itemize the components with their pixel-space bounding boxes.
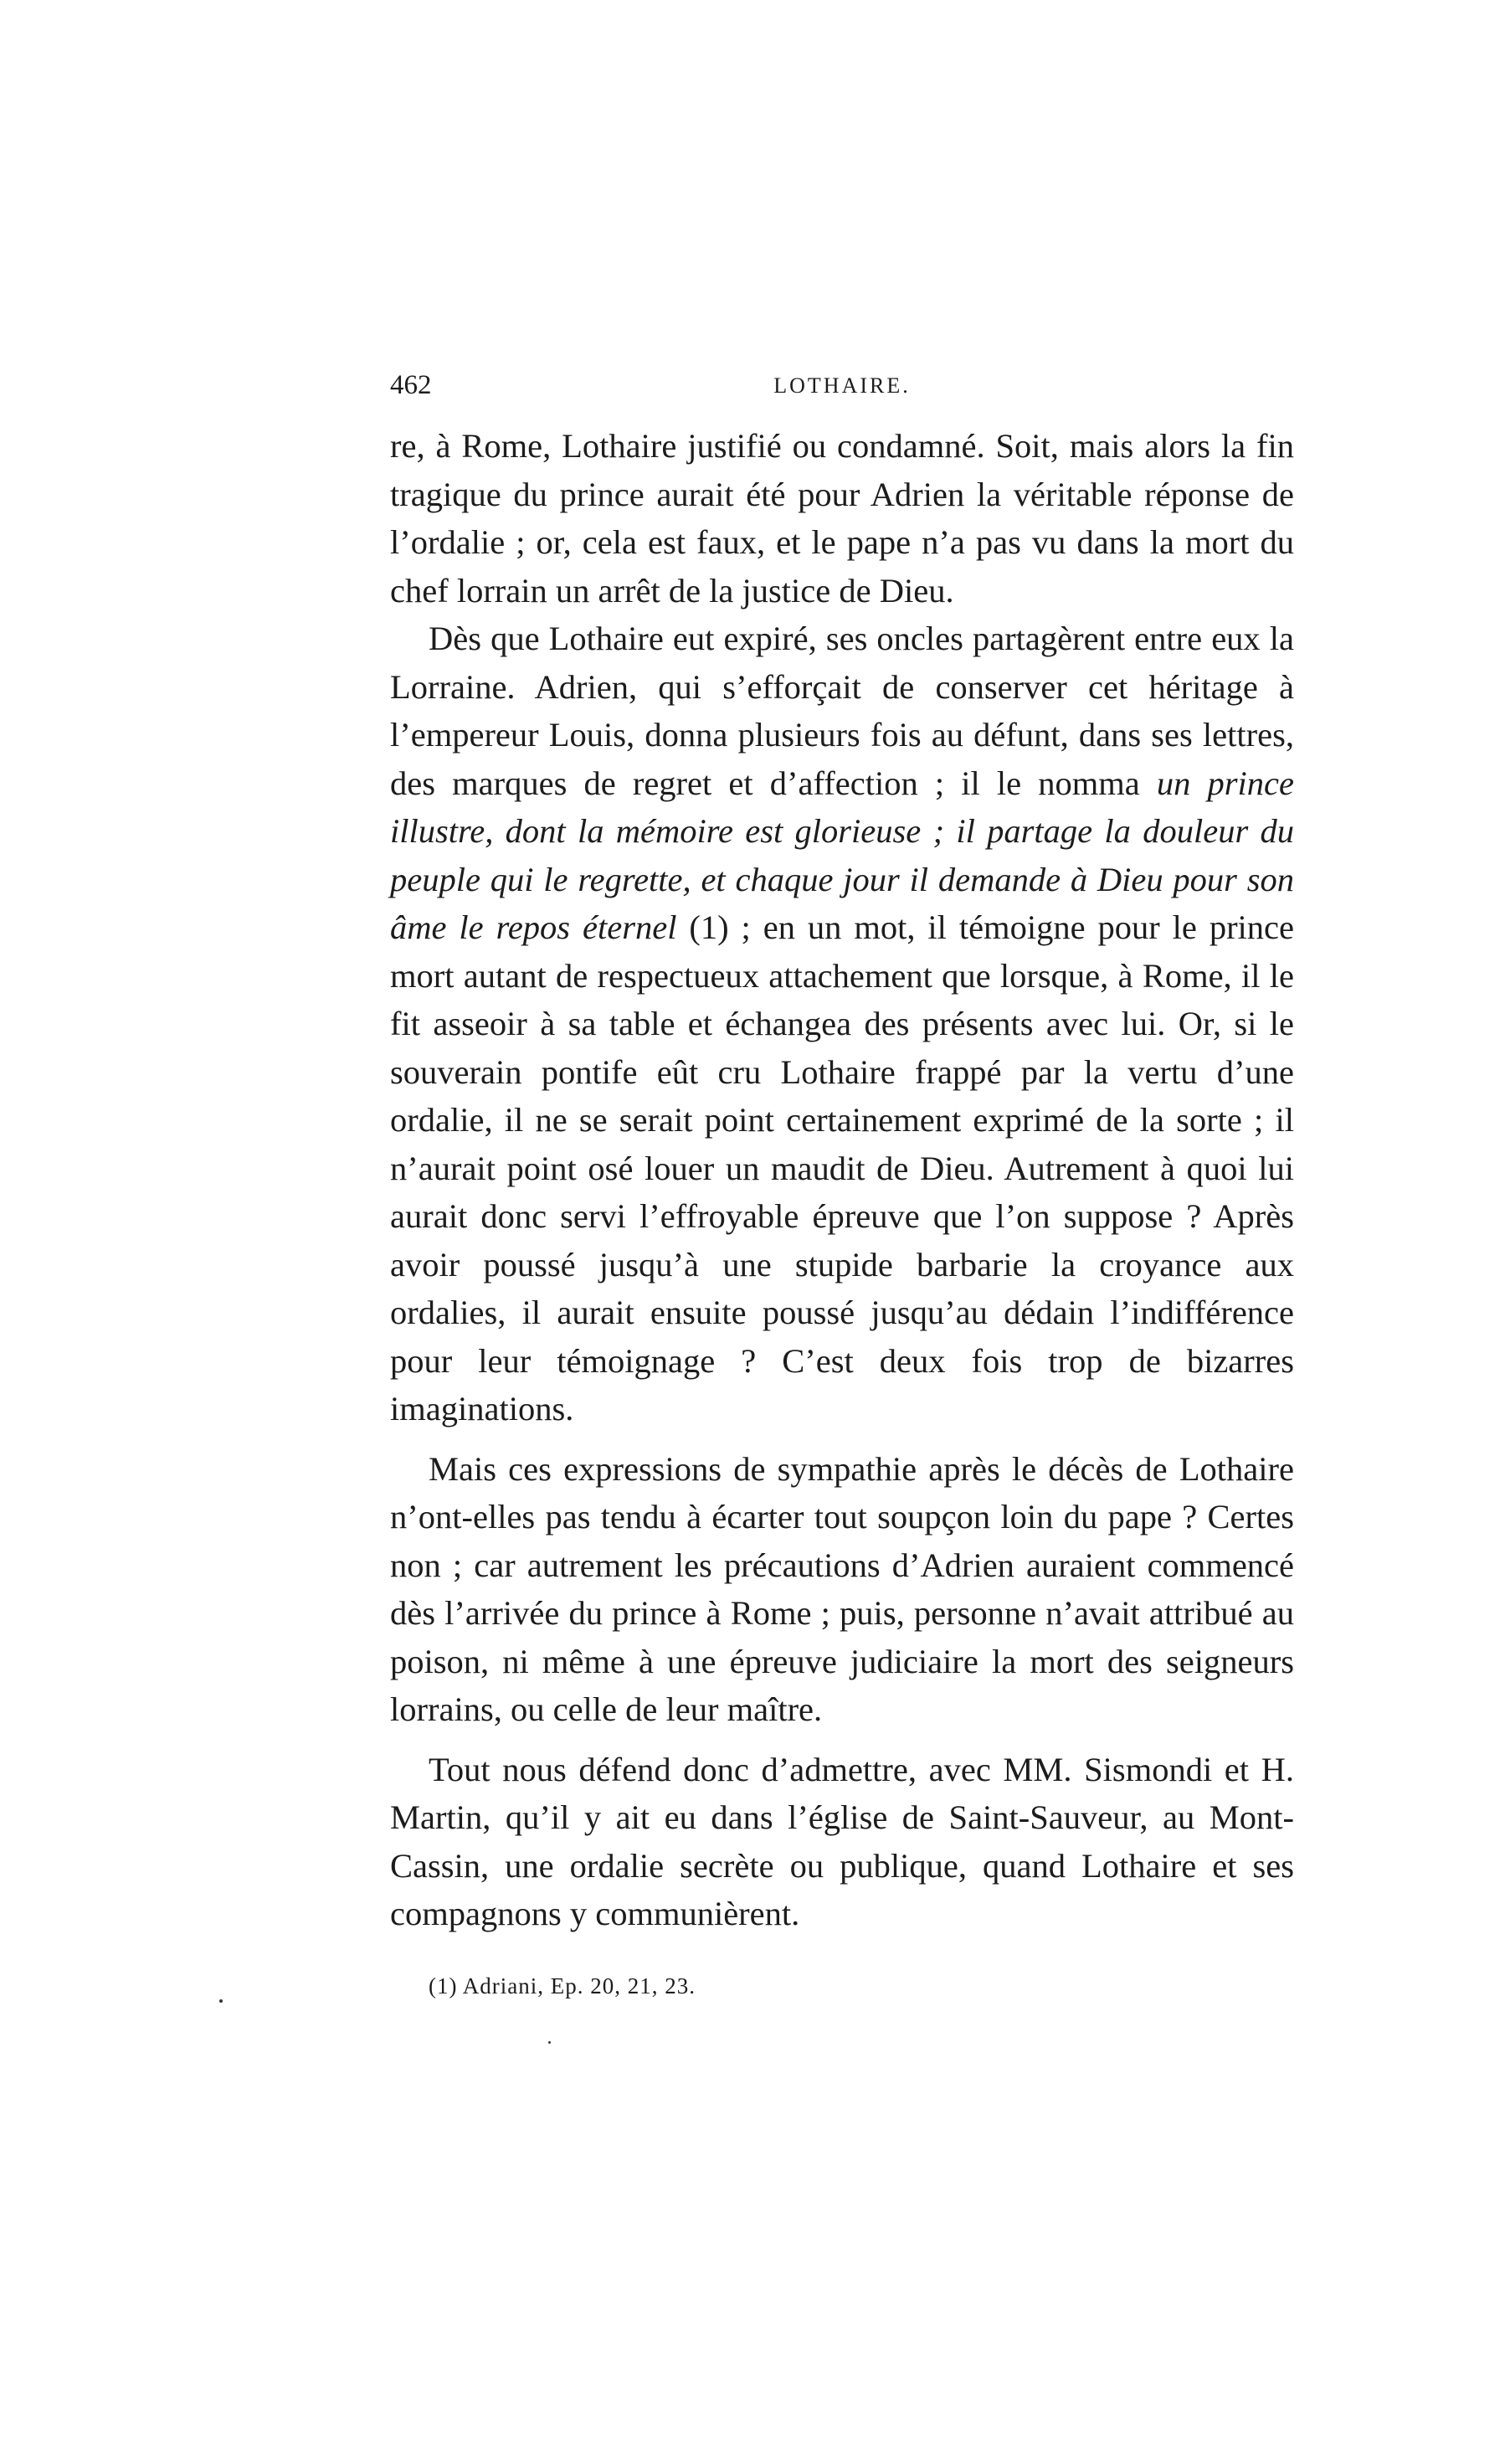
- paragraph: [390, 1445, 1294, 1734]
- print-speck: [219, 1999, 223, 2003]
- running-title: LOTHAIRE.: [773, 373, 911, 398]
- footnote: (1) Adriani, Ep. 20, 21, 23.: [429, 1973, 696, 1998]
- paragraph: [390, 422, 1294, 615]
- italic-quotation: un prince illustre, dont la mémoire est glorieuse ; il partage la douleur du peuple qui le regrette, et chaque jour il demande à Dieu pour son âme le repos éternel: [390, 764, 1294, 946]
- text-segment: re, à Rome, Lothaire justifié ou condamné. Soit, mais alors la fin tragique du prince aurait été pour Adrien la véritable réponse de l’ordalie ; or, cela est faux, et le pape n’a pas vu dans la mort du chef lorrain un arrêt de la justice de Dieu.: [390, 427, 1294, 610]
- page-number: 462: [390, 370, 432, 400]
- print-speck: [548, 2041, 551, 2044]
- paragraph: [390, 1746, 1294, 1938]
- book-page: [390, 370, 1294, 1999]
- text-segment: (1) ; en un mot, il témoigne pour le prince mort autant de respectueux attachement que lorsque, à Rome, il le fit asseoir à sa table et échangea des présents avec lui. Or, si le souverain pontife eût cru Lothaire frappé par la vertu d’une ordalie, il ne se serait point certainement exprimé de la sorte ; il n’aurait point osé louer un maudit de Dieu. Autrement à quoi lui aurait donc servi l’effroyable épreuve que l’on suppose ? Après avoir poussé jusqu’à une stupide barbarie la croyance aux ordalies, il aurait ensuite poussé jusqu’au dédain l’indifférence pour leur témoignage ? C’est deux fois trop de bizarres imaginations.: [390, 908, 1295, 1427]
- text-segment: Dès que Lothaire eut expiré, ses oncles partagèrent entre eux la Lorraine. Adrien, qui s’efforçait de conserver cet héritage à l’empereur Louis, donna plusieurs fois au défunt, dans ses lettres, des marques de regret et d’affection ; il le nomma: [390, 620, 1294, 802]
- text-segment: Tout nous défend donc d’admettre, avec MM. Sismondi et H. Martin, qu’il y ait eu dans l’église de Saint-Sauveur, au Mont-Cassin, une ordalie secrète ou publique, quand Lothaire et ses compagnons y communièrent.: [390, 1750, 1294, 1932]
- body-text: [390, 422, 1294, 1938]
- text-segment: Mais ces expressions de sympathie après le décès de Lothaire n’ont-elles pas tendu à écarter tout soupçon loin du pape ? Certes non ; car autrement les précautions d’Adrien auraient commencé dès l’arrivée du prince à Rome ; puis, personne n’avait attribué au poison, ni même à une épreuve judiciaire la mort des seigneurs lorrains, ou celle de leur maître.: [390, 1449, 1294, 1728]
- paragraph: [390, 615, 1294, 1433]
- running-head: [390, 370, 1294, 407]
